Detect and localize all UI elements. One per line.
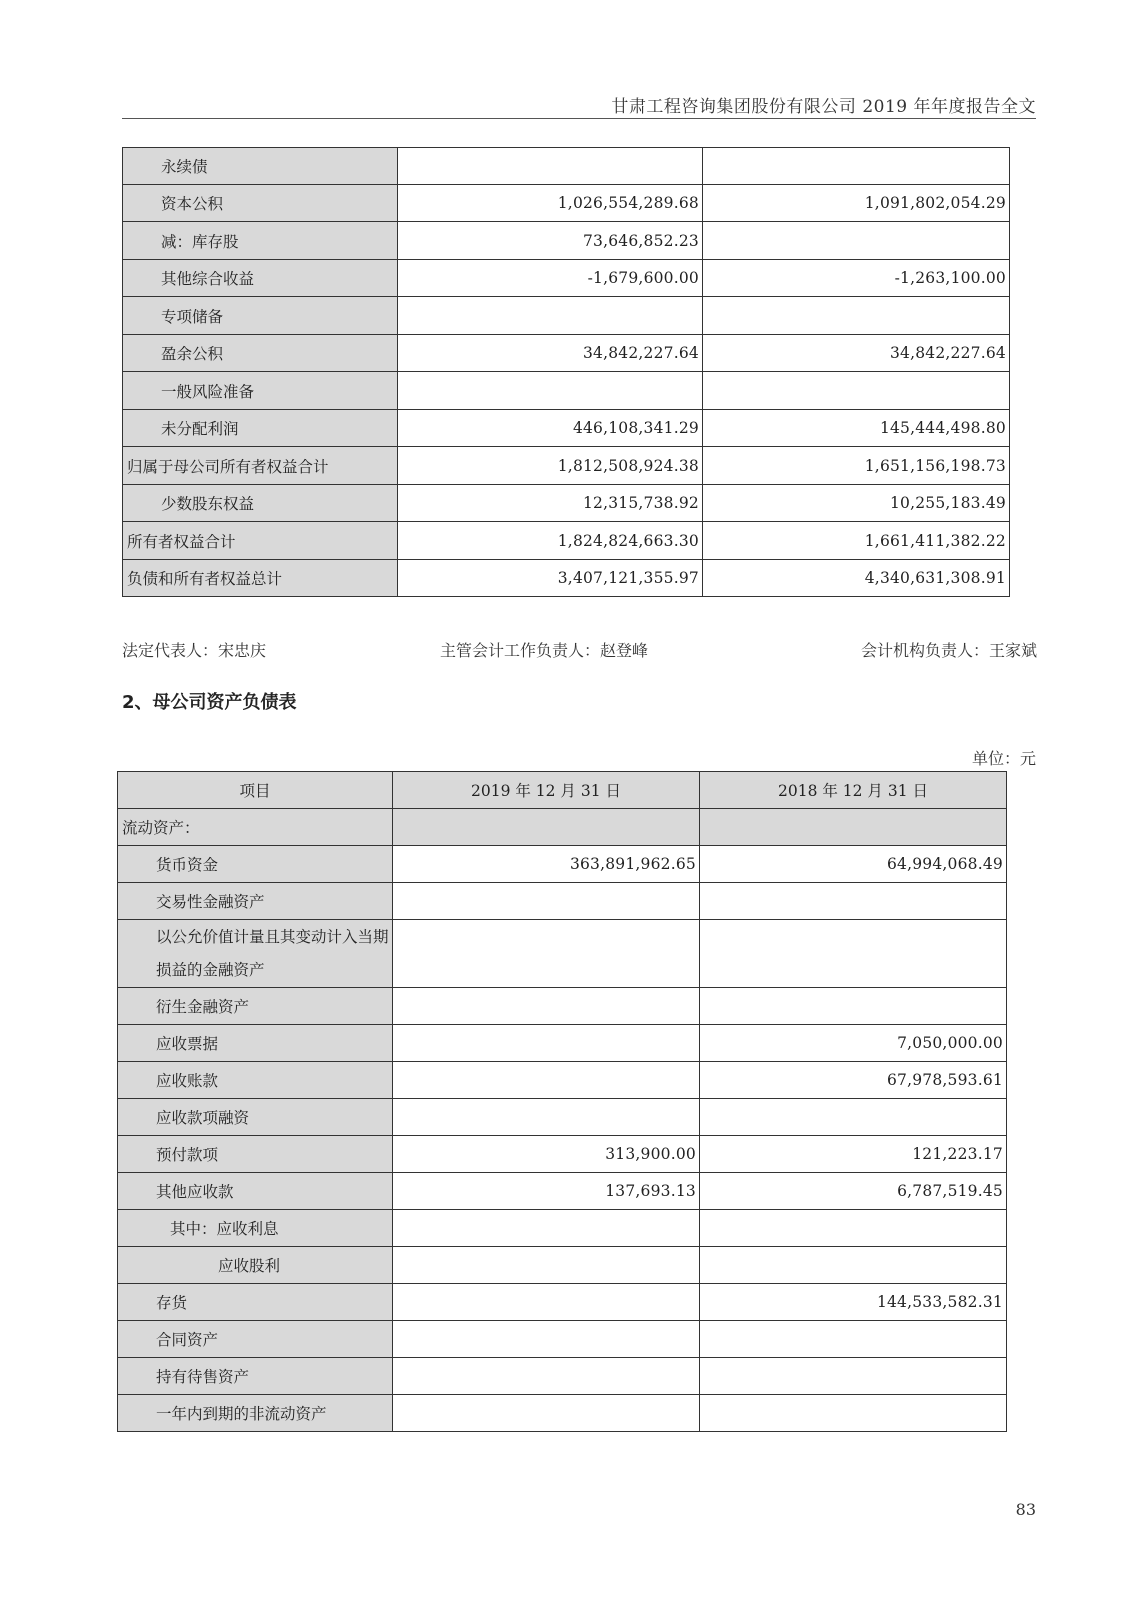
value-2019 [398,372,703,410]
value-2019 [393,883,700,920]
row-label: 专项储备 [123,297,398,335]
value-2019 [393,1099,700,1136]
header-row [118,772,1007,809]
value-2018: 121,223.17 [700,1136,1007,1173]
row-label: 合同资产 [118,1321,393,1358]
table-row [123,148,1010,185]
table-row [123,522,1010,560]
row-label: 少数股东权益 [123,485,398,522]
table-row [118,1284,1007,1321]
table-row [118,1395,1007,1432]
table-row [123,222,1010,260]
row-label: 预付款项 [118,1136,393,1173]
table-row [123,485,1010,522]
row-label: 资本公积 [123,185,398,222]
table-row [123,447,1010,485]
table-row [118,883,1007,920]
accounting-supervisor: 主管会计工作负责人：赵登峰 [440,641,649,660]
table-row [123,560,1010,597]
table-row [118,1136,1007,1173]
value-2018 [700,1395,1007,1432]
value-2019 [393,1358,700,1395]
value-2018 [700,1210,1007,1247]
table-row [123,185,1010,222]
table-row [123,410,1010,447]
report-header-title: 甘肃工程咨询集团股份有限公司 2019 年年度报告全文 [611,97,1036,117]
value-2019: 1,824,824,663.30 [398,522,703,560]
value-2019: 313,900.00 [393,1136,700,1173]
table-row [123,297,1010,335]
row-label: 应收票据 [118,1025,393,1062]
row-label: 流动资产： [118,809,393,846]
table-row [123,260,1010,297]
row-label: 其他应收款 [118,1173,393,1210]
value-2019: 446,108,341.29 [398,410,703,447]
row-label: 一般风险准备 [123,372,398,410]
equity-table [122,147,1010,597]
value-2018 [700,1099,1007,1136]
value-2018: 1,651,156,198.73 [703,447,1010,485]
row-label: 其他综合收益 [123,260,398,297]
value-2018 [703,297,1010,335]
row-label: 交易性金融资产 [118,883,393,920]
row-label: 一年内到期的非流动资产 [118,1395,393,1432]
table-row [118,1210,1007,1247]
value-2018 [700,1321,1007,1358]
table-row [118,920,1007,988]
row-label: 未分配利润 [123,410,398,447]
value-2019 [393,920,700,988]
value-2018: 1,091,802,054.29 [703,185,1010,222]
value-2018 [700,883,1007,920]
row-label: 其中：应收利息 [118,1210,393,1247]
value-2018 [700,988,1007,1025]
value-2019 [393,1247,700,1284]
value-2018 [700,920,1007,988]
value-2018: 64,994,068.49 [700,846,1007,883]
page-number: 83 [1015,1500,1036,1519]
value-2018: 34,842,227.64 [703,335,1010,372]
column-header-2019: 2019 年 12 月 31 日 [393,772,700,809]
value-2019 [393,1062,700,1099]
value-2018: -1,263,100.00 [703,260,1010,297]
value-2019 [393,1210,700,1247]
table-row [118,846,1007,883]
value-2019 [398,297,703,335]
value-2018: 145,444,498.80 [703,410,1010,447]
table-row [118,1025,1007,1062]
value-2019: 363,891,962.65 [393,846,700,883]
value-2019: -1,679,600.00 [398,260,703,297]
row-label: 永续债 [123,148,398,185]
row-label: 所有者权益合计 [123,522,398,560]
value-2019: 137,693.13 [393,1173,700,1210]
parent-balance-sheet-table [117,771,1007,1432]
value-2019 [398,148,703,185]
row-label: 存货 [118,1284,393,1321]
table-row [118,1062,1007,1099]
row-label: 衍生金融资产 [118,988,393,1025]
value-2018 [703,148,1010,185]
value-2019 [393,1321,700,1358]
value-2019: 1,812,508,924.38 [398,447,703,485]
row-label: 以公允价值计量且其变动计入当期损益的金融资产 [118,920,393,988]
row-label: 持有待售资产 [118,1358,393,1395]
value-2018: 10,255,183.49 [703,485,1010,522]
row-label: 盈余公积 [123,335,398,372]
value-2019 [393,809,700,846]
table-row [123,372,1010,410]
value-2018 [703,222,1010,260]
table-row [118,1247,1007,1284]
value-2019: 73,646,852.23 [398,222,703,260]
value-2019: 3,407,121,355.97 [398,560,703,597]
row-label: 减：库存股 [123,222,398,260]
legal-representative: 法定代表人：宋忠庆 [122,641,267,660]
table-row [118,988,1007,1025]
table-row [118,1173,1007,1210]
value-2018: 7,050,000.00 [700,1025,1007,1062]
value-2019: 12,315,738.92 [398,485,703,522]
column-header-item: 项目 [118,772,393,809]
row-label: 应收账款 [118,1062,393,1099]
value-2018: 67,978,593.61 [700,1062,1007,1099]
section-title: 2、母公司资产负债表 [122,692,297,713]
value-2018: 144,533,582.31 [700,1284,1007,1321]
value-2019: 1,026,554,289.68 [398,185,703,222]
value-2019: 34,842,227.64 [398,335,703,372]
value-2018: 1,661,411,382.22 [703,522,1010,560]
column-header-2018: 2018 年 12 月 31 日 [700,772,1007,809]
table-row [118,809,1007,846]
table-row [123,335,1010,372]
unit-label: 单位：元 [971,749,1036,768]
value-2019 [393,1025,700,1062]
value-2018 [703,372,1010,410]
table-row [118,1099,1007,1136]
table-row [118,1321,1007,1358]
value-2019 [393,988,700,1025]
row-label: 应收款项融资 [118,1099,393,1136]
value-2018 [700,809,1007,846]
value-2019 [393,1284,700,1321]
value-2018 [700,1247,1007,1284]
header-divider [122,118,1036,119]
accounting-org-head: 会计机构负责人：王家斌 [860,641,1037,660]
row-label: 货币资金 [118,846,393,883]
row-label: 负债和所有者权益总计 [123,560,398,597]
row-label: 应收股利 [118,1247,393,1284]
value-2018: 6,787,519.45 [700,1173,1007,1210]
row-label: 归属于母公司所有者权益合计 [123,447,398,485]
table-row [118,1358,1007,1395]
value-2019 [393,1395,700,1432]
value-2018 [700,1358,1007,1395]
value-2018: 4,340,631,308.91 [703,560,1010,597]
